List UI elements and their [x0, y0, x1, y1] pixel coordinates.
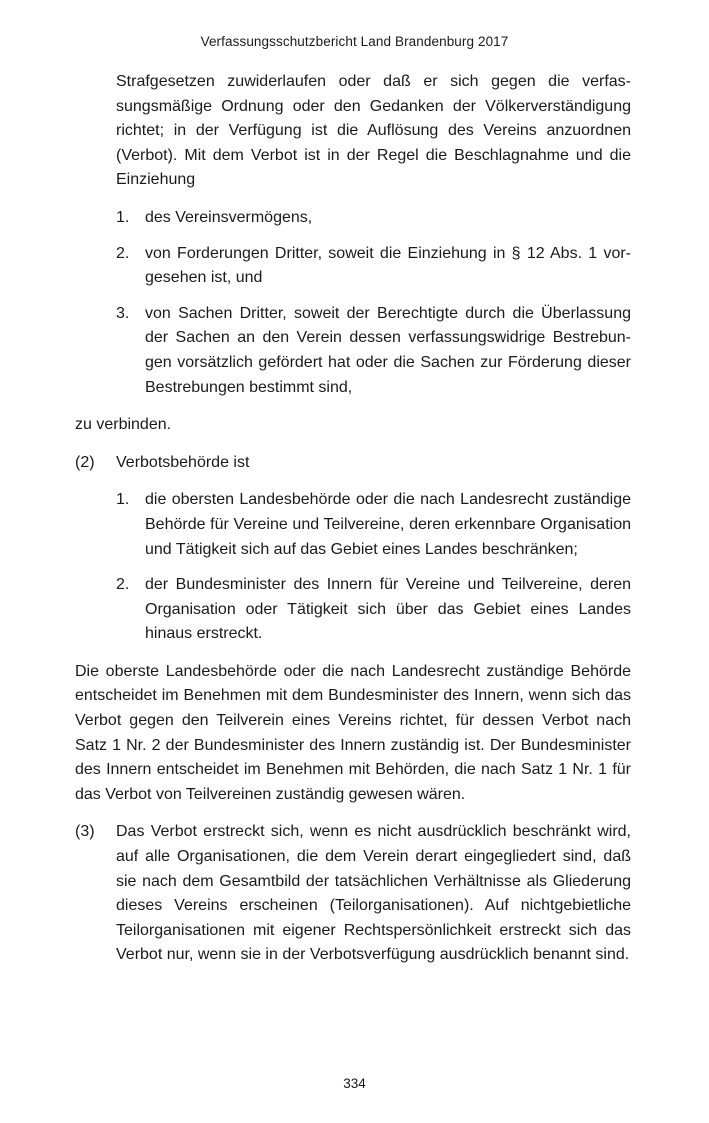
list-item [116, 302, 631, 400]
list-item [116, 573, 631, 647]
list-item [116, 206, 631, 231]
list-item-text: die obersten Landesbehörde oder die nach Landesrecht zuständige Behörde für Vereine und Teilvereine, deren erkennbare Organisation und Tätigkeit sich auf das Gebiet eines Landes beschränken; [145, 491, 631, 558]
list-item-number: 3. [116, 304, 130, 322]
list-item-number: 2. [116, 576, 130, 594]
list-item-text: von Sachen Dritter, soweit der Berechtigte durch die Überlassung der Sachen an den Verein dessen verfassungswidrige Bestrebungen vorsätzlich gefördert hat oder die Sachen zur Förderung dieser Bestrebungen bestimmt sind, [145, 304, 631, 396]
section-2 [75, 451, 631, 476]
section-3 [75, 820, 631, 968]
section-number: (3) [75, 823, 95, 841]
section-number: (2) [75, 453, 95, 471]
confiscation-list [116, 206, 631, 400]
list-item-number: 1. [116, 491, 130, 509]
page-header-title: Verfassungsschutzbericht Land Brandenburg 2017 [200, 34, 509, 49]
closing-line: zu verbinden. [75, 416, 172, 434]
list-item-number: 1. [116, 208, 130, 226]
section-title: Verbotsbehörde ist [116, 453, 250, 471]
list-item-number: 2. [116, 244, 130, 262]
intro-paragraph: Strafgesetzen zuwiderlaufen oder daß er sich gegen die verfassungsmäßige Ordnung oder den Gedanken der Völkerverständigung richtet; in der Verfügung ist die Auflösung des Vereins anzuordnen (Verbot). Mit dem Verbot ist in der Regel die Beschlagnahme und die Einziehung [116, 73, 631, 189]
body-paragraph: Die oberste Landesbehörde oder die nach Landesrecht zuständige Behörde entscheidet im Benehmen mit dem Bundesminister des Innern, wenn sich das Verbot gegen den Teilverein eines Vereins richtet, für dessen Verbot nach Satz 1 Nr. 2 der Bundesminister des Innern zuständig ist. Der Bundesminister des Innern entscheidet im Benehmen mit Behörden, die nach Satz 1 Nr. 1 für das Verbot von Teilvereinen zuständig gewesen wären. [75, 662, 631, 803]
section-text: Das Verbot erstreckt sich, wenn es nicht ausdrücklich beschränkt wird, auf alle Organisationen, die dem Verein derart eingegliedert sind, daß sie nach dem Gesamtbild der tatsächlichen Verhältnisse als Gliederung dieses Vereins erscheinen (Teilorganisationen). Auf nichtgebietliche Teilorganisationen mit eigener Rechtspersönlichkeit erstreckt sich das Verbot nur, wenn sie in der Verbotsverfügung ausdrücklich benannt sind. [116, 823, 631, 964]
list-item [116, 488, 631, 562]
list-item-text: der Bundesminister des Innern für Vereine und Teilvereine, deren Organisation oder Tätigkeit sich über das Gebiet eines Landes hinaus erstreckt. [145, 576, 631, 643]
document-body [75, 70, 631, 968]
list-item [116, 242, 631, 291]
list-item-text: des Vereinsvermögens, [145, 208, 313, 226]
page-number: 334 [343, 1076, 366, 1091]
list-item-text: von Forderungen Dritter, soweit die Einziehung in § 12 Abs. 1 vorgesehen ist, und [145, 244, 631, 287]
authority-list [116, 488, 631, 647]
